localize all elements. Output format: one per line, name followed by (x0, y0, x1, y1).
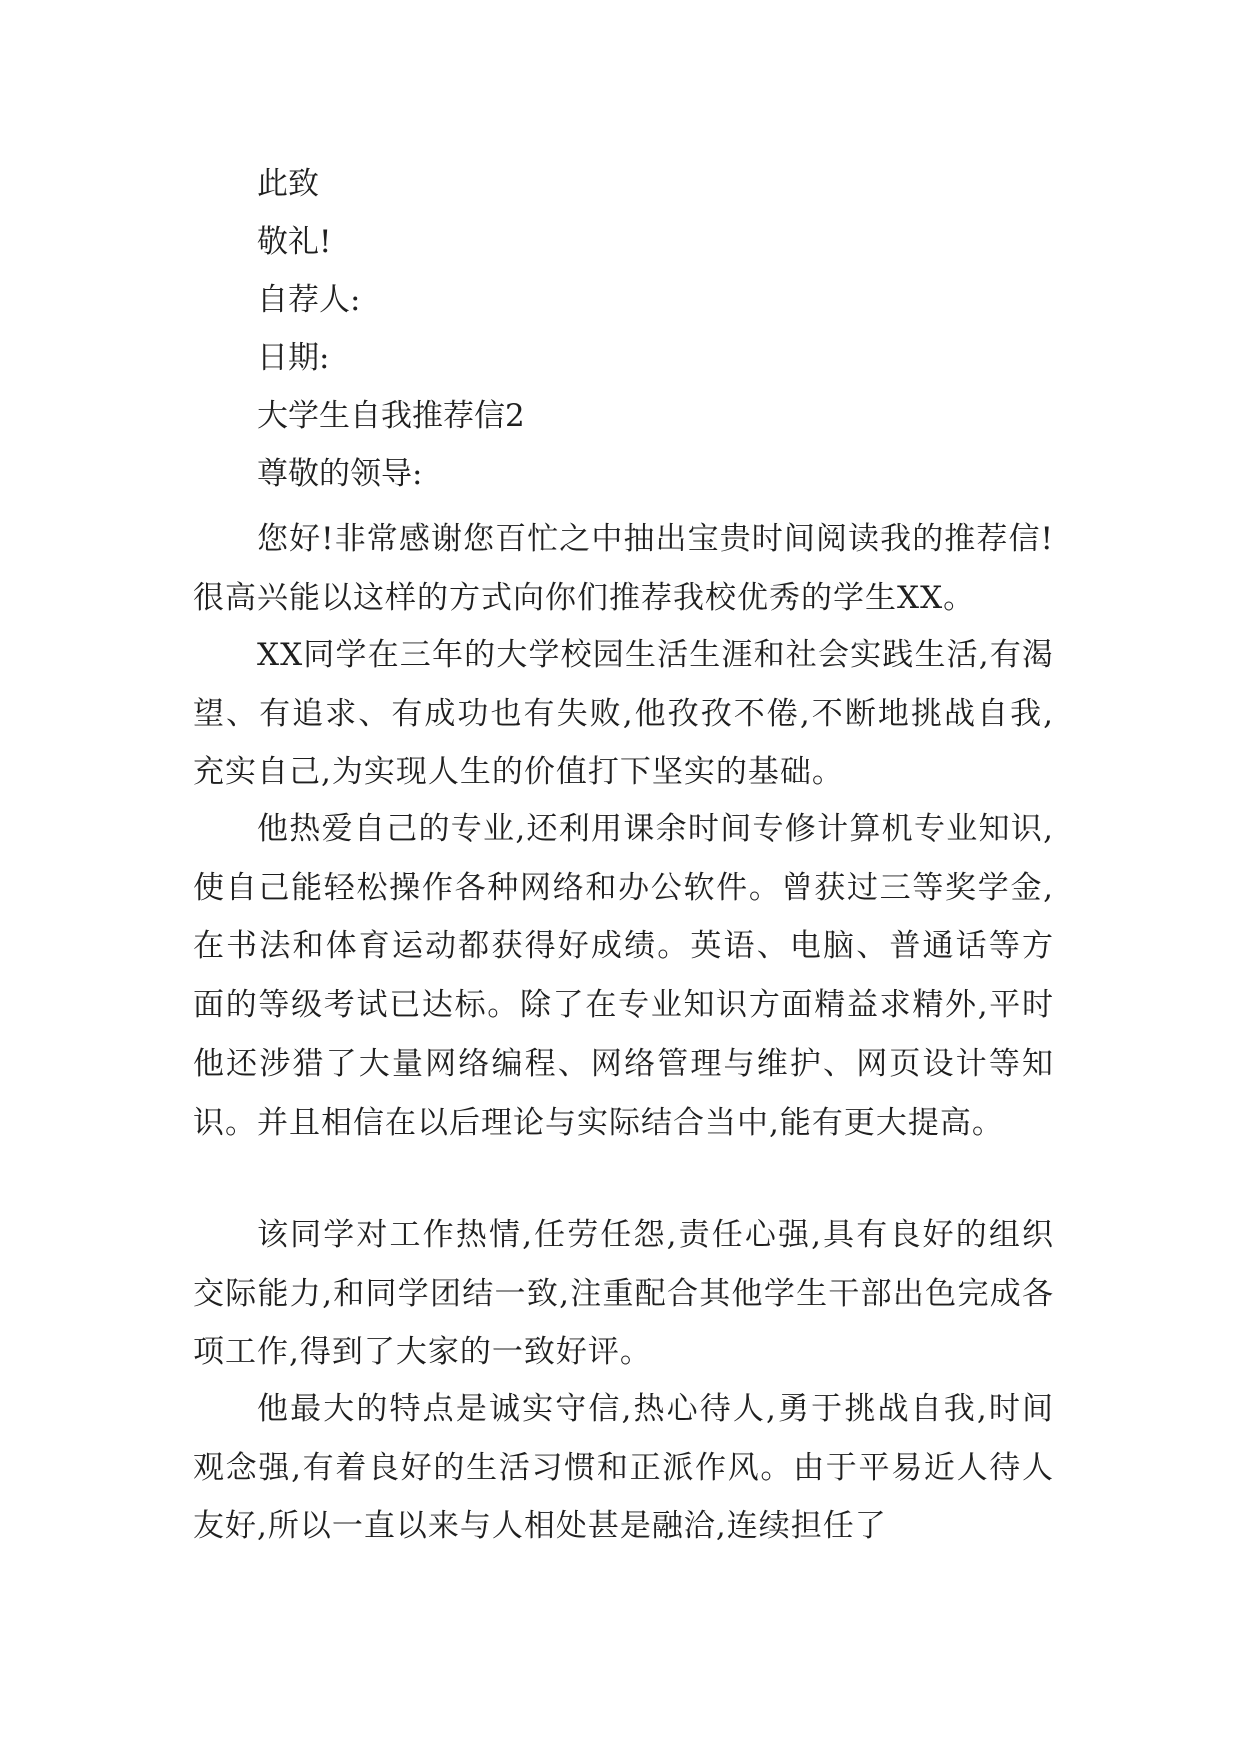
salute-line: 敬礼! (257, 224, 332, 260)
paragraph: 他热爱自己的专业,还利用课余时间专修计算机专业知识,使自己能轻松操作各种网络和办公软件。曾获过三等奖学金,在书法和体育运动都获得好成绩。英语、电脑、普通话等方面的等级考试已达标。除了在专业知识方面精益求精外,平时他还涉猎了大量网络编程、网络管理与维护、网页设计等知识。并且相信在以后理论与实际结合当中,能有更大提高。 (193, 811, 1054, 1141)
paragraph: XX同学在三年的大学校园生活生涯和社会实践生活,有渴望、有追求、有成功也有失败,他孜孜不倦,不断地挑战自我,充实自己,为实现人生的价值打下坚实的基础。 (193, 637, 1054, 791)
paragraph: 您好!非常感谢您百忙之中抽出宝贵时间阅读我的推荐信!很高兴能以这样的方式向你们推荐我校优秀的学生XX。 (193, 521, 1054, 616)
closing-line: 此致 (257, 166, 319, 202)
signer-label: 自荐人: (257, 282, 361, 318)
letter-greeting: 尊敬的领导: (257, 456, 423, 492)
paragraph: 他最大的特点是诚实守信,热心待人,勇于挑战自我,时间观念强,有着良好的生活习惯和正派作风。由于平易近人待人友好,所以一直以来与人相处甚是融洽,连续担任了 (193, 1391, 1054, 1545)
paragraph: 该同学对工作热情,任劳任怨,责任心强,具有良好的组织交际能力,和同学团结一致,注重配合其他学生干部出色完成各项工作,得到了大家的一致好评。 (193, 1217, 1054, 1371)
date-label: 日期: (257, 340, 330, 376)
letter-title: 大学生自我推荐信2 (257, 398, 525, 434)
